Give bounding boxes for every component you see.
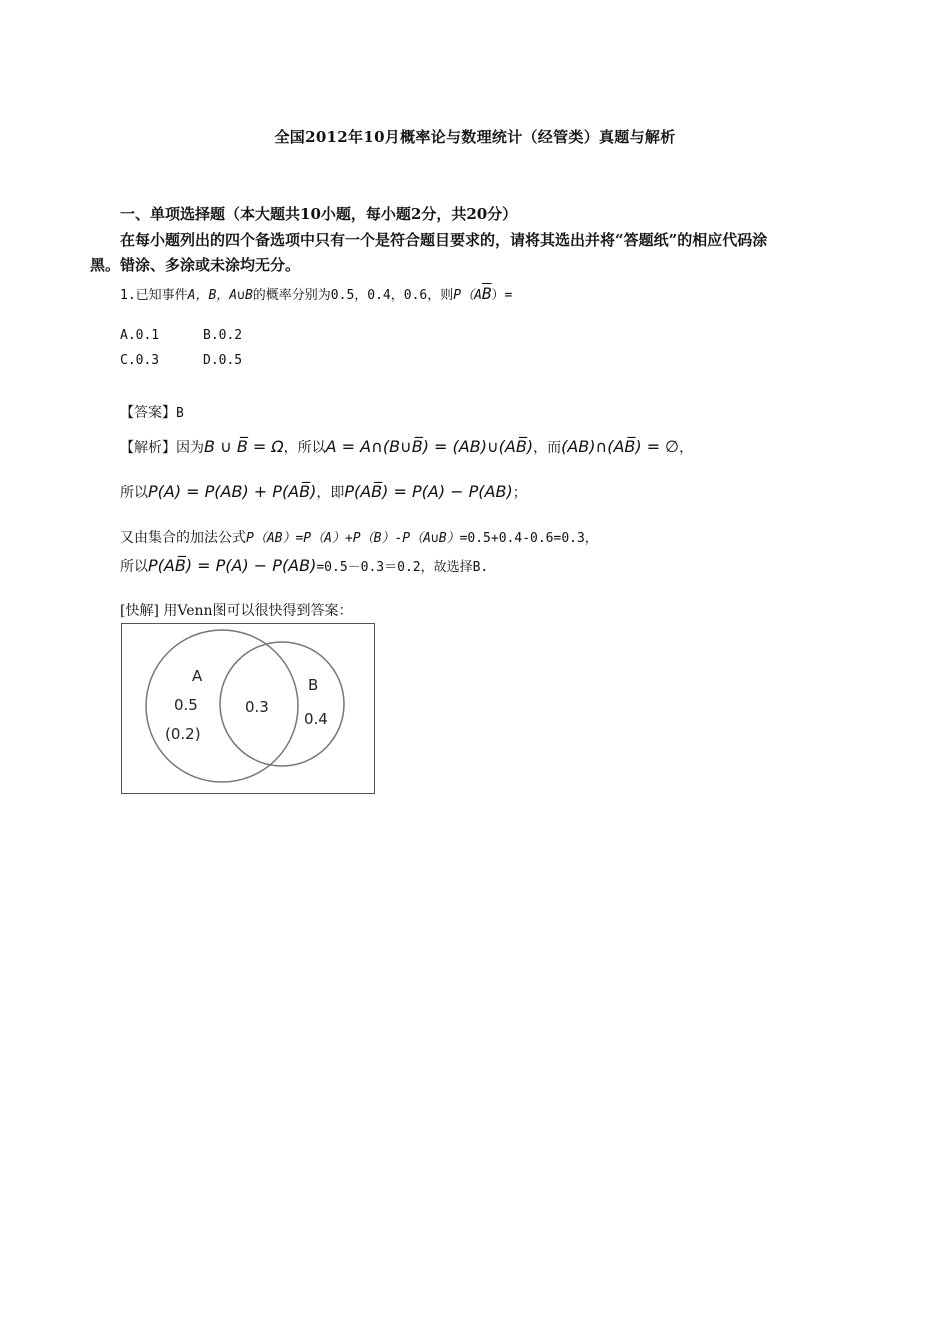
formula-final: P(AB̅) = P(A) − P(AB) xyxy=(148,556,317,575)
stem-b-bar: $\overline{B}$ xyxy=(481,284,492,303)
analysis-semicolon: ； xyxy=(512,485,527,501)
analysis-so-1: ，所以 xyxy=(283,440,326,456)
answer-line xyxy=(120,402,184,422)
analysis-line-2 xyxy=(120,482,527,502)
analysis-so-3: 所以 xyxy=(120,559,148,575)
section-heading: 一、单项选择题（本大题共10小题，每小题2分，共20分） xyxy=(120,205,518,223)
analysis-comma: ， xyxy=(679,440,694,456)
analysis-result: =0.5－0.3＝0.2，故选择B. xyxy=(316,560,489,575)
venn-value-a-only: (0.2) xyxy=(165,725,201,743)
analysis-because: 因为 xyxy=(176,440,204,456)
addition-formula: P（AB）=P（A）+P（B）-P（A∪B） xyxy=(246,531,460,546)
venn-value-intersection: 0.3 xyxy=(245,698,269,716)
venn-label-b: B xyxy=(308,676,319,694)
venn-svg xyxy=(122,624,376,795)
answer-value: B xyxy=(176,406,184,421)
venn-circle-b xyxy=(220,642,344,766)
option-d: D.0.5 xyxy=(203,353,243,368)
addition-intro: 又由集合的加法公式 xyxy=(120,530,246,546)
instruction-line-2: 黑。错涂、多涂或未涂均无分。 xyxy=(90,256,301,274)
formula-b-union: B ∪ B̅ = Ω xyxy=(204,437,284,456)
stem-events: A，B，A∪B xyxy=(187,288,253,303)
analysis-line-4 xyxy=(120,556,488,576)
analysis-ie: ，即 xyxy=(316,485,345,501)
quick-solution: [快解] 用Venn图可以很快得到答案： xyxy=(120,603,353,619)
stem-middle: 的概率分别为0.5，0.4，0.6，则 xyxy=(252,288,454,303)
section-instruction xyxy=(90,228,850,278)
formula-disjoint: (AB)∩(AB̅) = ∅ xyxy=(561,437,680,456)
analysis-and: ，而 xyxy=(533,440,562,456)
option-a: A.0.1 xyxy=(120,328,160,343)
option-b: B.0.2 xyxy=(203,328,243,343)
answer-label: 【答案】 xyxy=(120,405,176,421)
venn-value-a: 0.5 xyxy=(174,696,198,714)
analysis-so-2: 所以 xyxy=(120,485,148,501)
analysis-line-1 xyxy=(120,437,693,457)
formula-a-decompose: A = A∩(B∪B̅) = (AB)∪(AB̅) xyxy=(325,437,534,456)
instruction-line-1: 在每小题列出的四个备选项中只有一个是符合题目要求的，请将其选出并将“答题纸”的相应代码涂 xyxy=(120,231,768,249)
analysis-label: 【解析】 xyxy=(120,440,176,456)
venn-diagram xyxy=(121,623,375,794)
stem-end: ）= xyxy=(491,288,513,303)
question-stem xyxy=(120,284,512,303)
venn-value-b: 0.4 xyxy=(304,710,328,728)
document-title: 全国2012年10月概率论与数理统计（经管类）真题与解析 xyxy=(274,128,676,146)
venn-label-a: A xyxy=(192,667,203,685)
analysis-line-3 xyxy=(120,527,598,547)
formula-pabbar: P(AB̅) = P(A) − P(AB) xyxy=(344,482,513,501)
stem-p: P（A xyxy=(453,288,482,303)
addition-value: =0.5+0.4-0.6=0.3， xyxy=(459,531,598,546)
stem-prefix: 1.已知事件 xyxy=(120,288,188,303)
option-c: C.0.3 xyxy=(120,353,160,368)
formula-pa-sum: P(A) = P(AB) + P(AB̅) xyxy=(148,482,317,501)
venn-circle-a xyxy=(146,630,298,782)
